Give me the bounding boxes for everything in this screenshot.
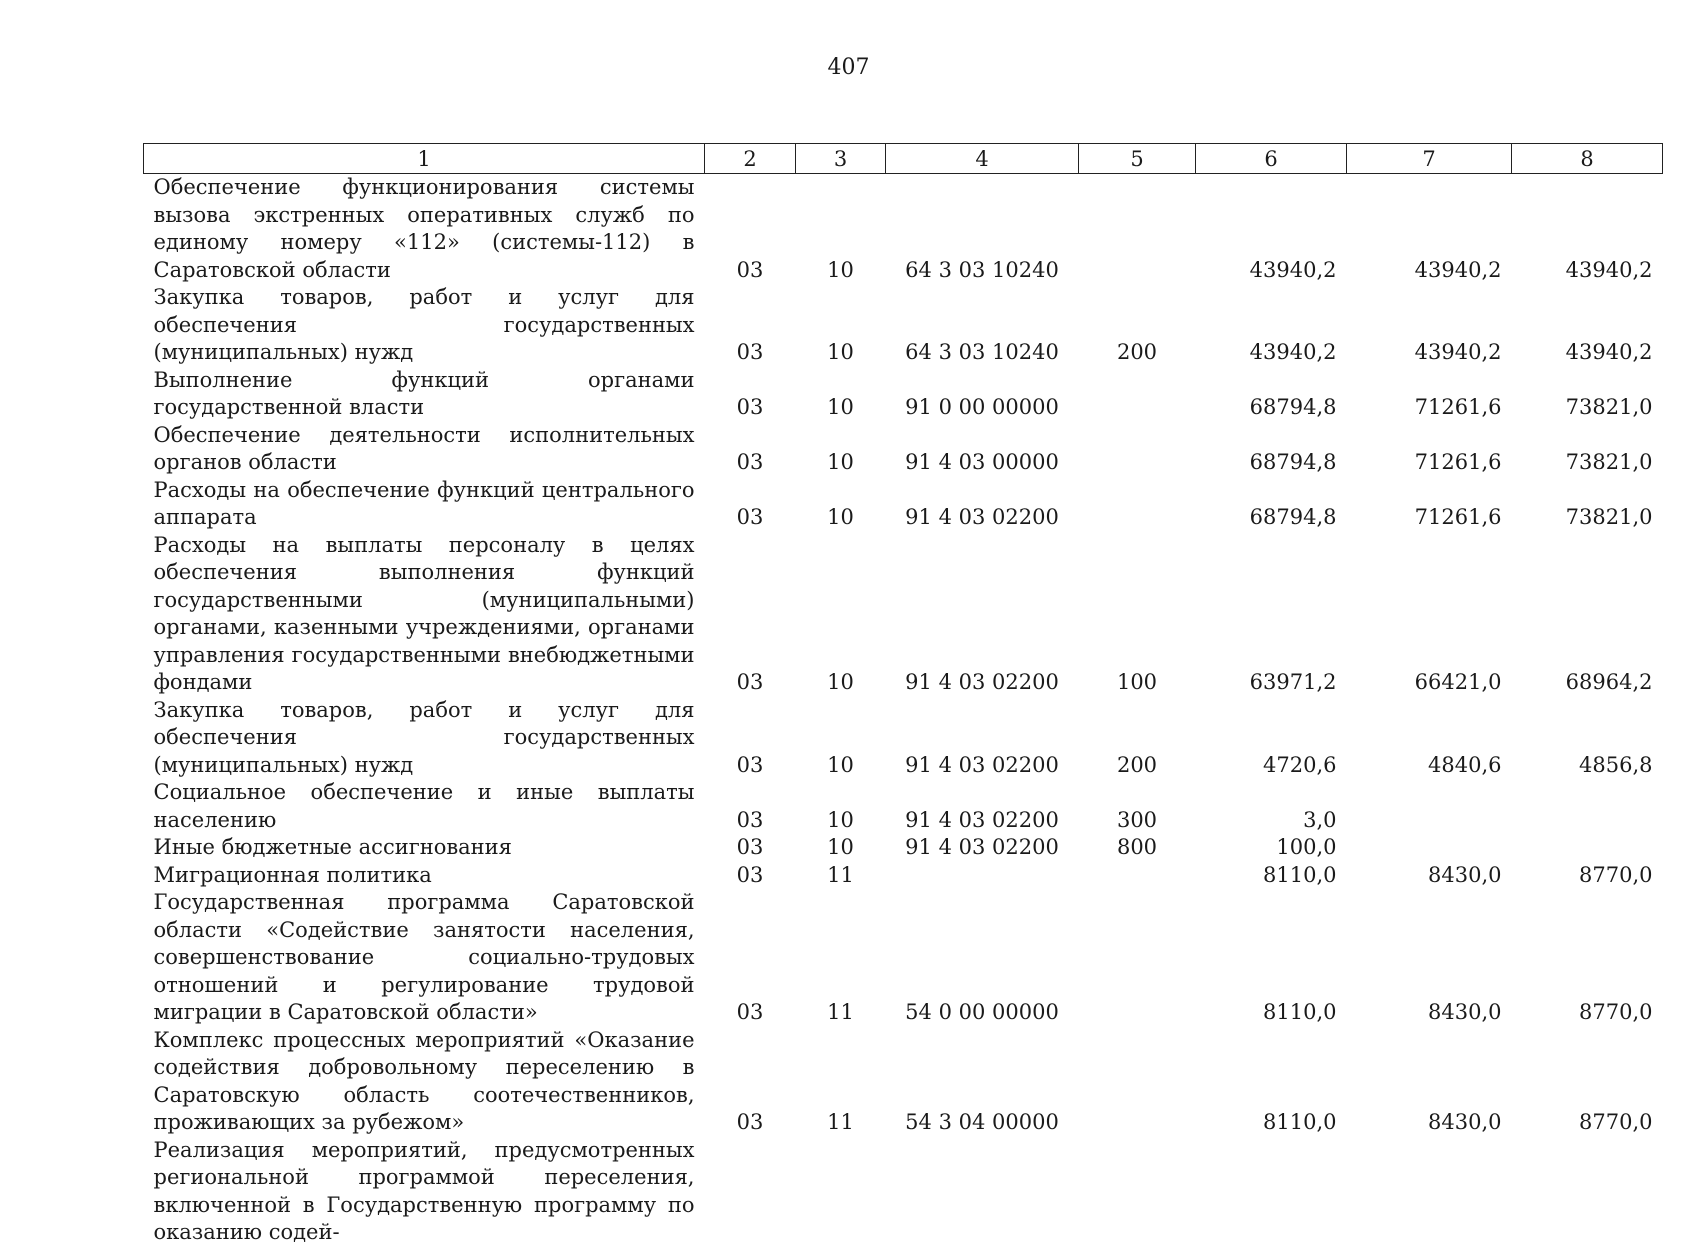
row-target-code <box>886 1137 1079 1247</box>
row-amount-8: 4856,8 <box>1579 752 1653 777</box>
row-amount-7: 4840,6 <box>1428 752 1502 777</box>
row-description: Обеспечение функционирования системы вызова экстренных оперативных служб по единому номеру «112» (системы-112) в Саратовской области <box>153 175 695 282</box>
row-subsection: 10 <box>827 257 854 282</box>
row-subsection: 10 <box>827 752 854 777</box>
row-section: 03 <box>736 395 764 419</box>
row-target-code: 91 4 03 02200 <box>905 835 1059 859</box>
row-target-code: 91 0 00 00000 <box>905 395 1059 419</box>
row-amount-6: 3,0 <box>1303 807 1337 832</box>
row-amount-7 <box>1347 834 1512 862</box>
row-description: Закупка товаров, работ и услуг для обеспечения государственных (муниципальных) нужд <box>153 697 695 777</box>
row-expense-type <box>1079 1137 1196 1247</box>
row-expense-type <box>1079 422 1196 477</box>
header-col-2: 2 <box>705 144 796 174</box>
row-amount-8: 8770,0 <box>1579 862 1653 887</box>
page-number: 407 <box>827 55 870 80</box>
budget-table <box>143 143 1663 1247</box>
row-amount-8 <box>1512 779 1663 834</box>
row-amount-6: 8110,0 <box>1263 862 1337 887</box>
row-section: 03 <box>736 835 764 859</box>
row-amount-7: 71261,6 <box>1414 395 1502 419</box>
table-body <box>144 174 1663 1247</box>
table-row <box>144 1137 1663 1247</box>
row-amount-6: 68794,8 <box>1249 450 1337 474</box>
table-header <box>144 144 1663 174</box>
table-row <box>144 834 1663 862</box>
row-subsection: 10 <box>827 670 854 694</box>
row-expense-type: 200 <box>1116 752 1158 777</box>
header-col-7: 7 <box>1347 144 1512 174</box>
budget-table-wrapper <box>143 143 1663 1247</box>
row-subsection: 10 <box>827 505 854 529</box>
row-amount-7: 66421,0 <box>1414 670 1502 694</box>
row-amount-6: 4720,6 <box>1263 752 1337 777</box>
row-amount-7 <box>1347 1137 1512 1247</box>
table-row <box>144 477 1663 532</box>
row-section: 03 <box>736 505 764 529</box>
row-subsection <box>796 1137 886 1247</box>
row-amount-7: 43940,2 <box>1414 257 1502 282</box>
row-section: 03 <box>736 1000 764 1024</box>
row-amount-6: 8110,0 <box>1263 1110 1337 1134</box>
row-description: Выполнение функций органами государственной власти <box>153 367 695 419</box>
table-row <box>144 532 1663 697</box>
row-amount-7: 43940,2 <box>1414 340 1502 364</box>
row-amount-7: 8430,0 <box>1428 1000 1502 1024</box>
row-description: Миграционная политика <box>153 862 432 887</box>
row-subsection: 10 <box>827 395 854 419</box>
row-amount-8: 8770,0 <box>1579 1110 1653 1134</box>
header-row <box>144 144 1663 174</box>
row-expense-type <box>1079 889 1196 1027</box>
row-description: Реализация мероприятий, предусмотренных региональной программой переселения, включенной в Государственную программу по оказанию содей- <box>153 1137 695 1244</box>
table-row <box>144 779 1663 834</box>
row-description: Закупка товаров, работ и услуг для обеспечения государственных (муниципальных) нужд <box>153 285 695 364</box>
table-row <box>144 862 1663 890</box>
row-target-code: 64 3 03 10240 <box>905 340 1059 364</box>
row-expense-type <box>1079 862 1196 890</box>
row-section: 03 <box>736 450 764 474</box>
row-subsection: 11 <box>827 1000 854 1024</box>
row-amount-8: 43940,2 <box>1565 340 1653 364</box>
row-amount-6: 68794,8 <box>1249 395 1337 419</box>
row-subsection: 10 <box>827 450 854 474</box>
row-amount-6: 63971,2 <box>1249 670 1337 694</box>
row-amount-8 <box>1512 1137 1663 1247</box>
row-amount-7: 71261,6 <box>1414 450 1502 474</box>
row-amount-6 <box>1196 1137 1347 1247</box>
table-row <box>144 174 1663 285</box>
row-amount-8 <box>1512 834 1663 862</box>
table-row <box>144 422 1663 477</box>
row-amount-8: 43940,2 <box>1565 257 1653 282</box>
row-description: Обеспечение деятельности исполнительных органов области <box>153 422 695 474</box>
row-description: Комплекс процессных мероприятий «Оказание содействия добровольному переселению в Саратовскую область соотечественников, проживающих за рубежом» <box>153 1027 695 1134</box>
row-subsection: 11 <box>827 862 854 887</box>
row-target-code: 91 4 03 00000 <box>905 450 1059 474</box>
row-expense-type <box>1079 174 1196 285</box>
row-amount-7: 8430,0 <box>1428 1110 1502 1134</box>
row-section: 03 <box>736 1110 764 1134</box>
table-row <box>144 367 1663 422</box>
row-amount-6: 43940,2 <box>1249 257 1337 282</box>
row-amount-8: 73821,0 <box>1565 450 1653 474</box>
table-row <box>144 1027 1663 1137</box>
row-expense-type: 300 <box>1116 807 1158 832</box>
row-expense-type <box>1079 477 1196 532</box>
row-expense-type <box>1079 1027 1196 1137</box>
row-amount-8: 73821,0 <box>1565 505 1653 529</box>
row-amount-7: 71261,6 <box>1414 505 1502 529</box>
row-section: 03 <box>736 257 764 282</box>
row-subsection: 10 <box>827 835 854 859</box>
table-row <box>144 889 1663 1027</box>
row-amount-8: 8770,0 <box>1579 1000 1653 1024</box>
row-amount-6: 68794,8 <box>1249 505 1337 529</box>
row-section: 03 <box>736 340 764 364</box>
row-amount-8: 73821,0 <box>1565 395 1653 419</box>
row-subsection: 10 <box>827 340 854 364</box>
header-col-3: 3 <box>796 144 886 174</box>
row-amount-6: 43940,2 <box>1249 340 1337 364</box>
row-amount-6: 100,0 <box>1276 835 1337 859</box>
row-section: 03 <box>736 752 764 777</box>
row-amount-7: 8430,0 <box>1428 862 1502 887</box>
row-section <box>705 1137 796 1247</box>
header-col-6: 6 <box>1196 144 1347 174</box>
row-expense-type: 200 <box>1116 340 1158 364</box>
row-subsection: 11 <box>827 1110 854 1134</box>
row-target-code: 91 4 03 02200 <box>905 505 1059 529</box>
row-expense-type <box>1079 367 1196 422</box>
row-description: Расходы на обеспечение функций центрального аппарата <box>153 477 695 529</box>
row-description: Социальное обеспечение и иные выплаты населению <box>153 780 695 832</box>
table-row <box>144 697 1663 780</box>
row-target-code: 54 0 00 00000 <box>905 1000 1059 1024</box>
row-target-code: 54 3 04 00000 <box>905 1110 1059 1134</box>
row-description: Иные бюджетные ассигнования <box>153 835 512 859</box>
row-section: 03 <box>736 807 764 832</box>
row-section: 03 <box>736 670 764 694</box>
row-amount-8: 68964,2 <box>1565 670 1653 694</box>
row-target-code: 91 4 03 02200 <box>905 670 1059 694</box>
header-col-8: 8 <box>1512 144 1663 174</box>
header-col-1: 1 <box>144 144 705 174</box>
row-expense-type: 800 <box>1116 835 1158 859</box>
row-amount-6: 8110,0 <box>1263 1000 1337 1024</box>
row-section: 03 <box>736 862 764 887</box>
header-col-5: 5 <box>1079 144 1196 174</box>
row-target-code: 91 4 03 02200 <box>905 807 1059 832</box>
row-subsection: 10 <box>827 807 854 832</box>
row-target-code: 64 3 03 10240 <box>905 257 1059 282</box>
row-description: Государственная программа Саратовской области «Содействие занятости населения, совершенствование социально-трудовых отношений и регулирование трудовой миграции в Саратовской области» <box>153 890 695 1024</box>
row-expense-type: 100 <box>1116 670 1158 694</box>
row-description: Расходы на выплаты персоналу в целях обеспечения выполнения функций государственными (муниципальными) органами, казенными учреждениями, органами управления государственными внебюджетными фондами <box>153 532 695 694</box>
row-target-code <box>886 862 1079 890</box>
row-target-code: 91 4 03 02200 <box>905 752 1059 777</box>
header-col-4: 4 <box>886 144 1079 174</box>
row-amount-7 <box>1347 779 1512 834</box>
table-row <box>144 284 1663 367</box>
